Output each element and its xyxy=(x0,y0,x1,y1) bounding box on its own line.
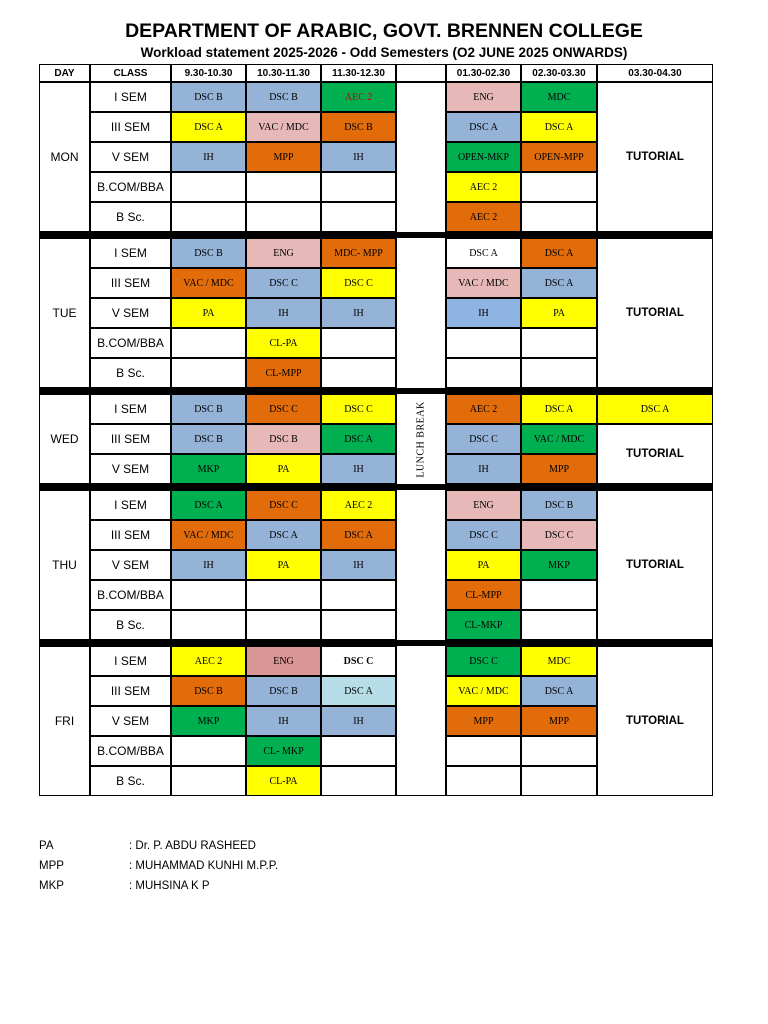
slot-cell: VAC / MDC xyxy=(521,424,597,454)
class-label: B.COM/BBA xyxy=(90,736,171,766)
page-subtitle: Workload statement 2025-2026 - Odd Semesters (O2 JUNE 2025 ONWARDS) xyxy=(140,45,628,60)
slot-cell: IH xyxy=(446,454,521,484)
slot-cell: DSC C xyxy=(246,490,321,520)
slot-cell xyxy=(446,766,521,796)
slot-cell: DSC B xyxy=(521,490,597,520)
slot-cell xyxy=(521,358,597,388)
slot-cell: DSC B xyxy=(321,112,396,142)
slot-cell: IH xyxy=(321,706,396,736)
slot-cell: ENG xyxy=(246,238,321,268)
slot-cell: DSC C xyxy=(446,520,521,550)
tutorial-cell: TUTORIAL xyxy=(597,646,713,796)
slot-cell xyxy=(521,766,597,796)
slot-cell: DSC A xyxy=(171,490,246,520)
slot-cell: OPEN-MPP xyxy=(521,142,597,172)
slot-cell: DSC C xyxy=(446,646,521,676)
day-label: MON xyxy=(39,82,90,232)
header-slot-3: 10.30-11.30 xyxy=(246,64,321,82)
slot-cell: AEC 2 xyxy=(321,82,396,112)
slot-cell: IH xyxy=(321,142,396,172)
tutorial-cell: TUTORIAL xyxy=(597,238,713,388)
legend-name: : MUHAMMAD KUNHI M.P.P. xyxy=(129,860,279,872)
slot-cell xyxy=(521,172,597,202)
slot-cell: DSC A xyxy=(521,112,597,142)
slot-cell: DSC B xyxy=(171,424,246,454)
day-label: FRI xyxy=(39,646,90,796)
slot-cell xyxy=(171,736,246,766)
slot-cell: DSC A xyxy=(321,676,396,706)
class-label: B Sc. xyxy=(90,358,171,388)
slot-cell: DSC A xyxy=(521,676,597,706)
header-class: CLASS xyxy=(90,64,171,82)
slot-cell xyxy=(446,736,521,766)
class-label: III SEM xyxy=(90,112,171,142)
slot-cell xyxy=(171,580,246,610)
slot-cell: DSC A xyxy=(446,238,521,268)
legend-abbr: PA xyxy=(39,840,54,852)
header-slot-2: 9.30-10.30 xyxy=(171,64,246,82)
slot-cell: IH xyxy=(246,706,321,736)
slot-cell: PA xyxy=(246,454,321,484)
slot-cell: ENG xyxy=(446,490,521,520)
class-label: B.COM/BBA xyxy=(90,172,171,202)
slot-cell xyxy=(521,202,597,232)
header-slot-5 xyxy=(396,64,446,82)
tutorial-cell: TUTORIAL xyxy=(597,424,713,484)
header-slot-8: 03.30-04.30 xyxy=(597,64,713,82)
slot-cell: MKP xyxy=(171,706,246,736)
slot-cell xyxy=(521,610,597,640)
lunch-break-label: LUNCH BREAK xyxy=(415,400,427,478)
slot-cell xyxy=(171,358,246,388)
legend-entry xyxy=(39,880,439,896)
slot-cell xyxy=(321,202,396,232)
class-label: V SEM xyxy=(90,706,171,736)
slot-cell xyxy=(246,172,321,202)
slot-cell: IH xyxy=(246,298,321,328)
slot-cell: PA xyxy=(446,550,521,580)
slot-cell: MDC xyxy=(521,82,597,112)
class-label: III SEM xyxy=(90,676,171,706)
legend-abbr: MKP xyxy=(39,880,64,892)
slot-cell: DSC B xyxy=(171,238,246,268)
lunch-break-column xyxy=(396,82,446,796)
slot-cell xyxy=(521,736,597,766)
slot-cell: ENG xyxy=(446,82,521,112)
slot-cell: PA xyxy=(521,298,597,328)
slot-cell: MPP xyxy=(246,142,321,172)
slot-cell: VAC / MDC xyxy=(171,520,246,550)
day-label: THU xyxy=(39,490,90,640)
legend-entry xyxy=(39,840,439,856)
class-label: III SEM xyxy=(90,520,171,550)
slot-cell: CL-MPP xyxy=(246,358,321,388)
slot-cell: DSC A xyxy=(171,112,246,142)
slot-cell: DSC A xyxy=(446,112,521,142)
slot-cell: DSC B xyxy=(171,394,246,424)
slot-cell: CL-MKP xyxy=(446,610,521,640)
slot-cell xyxy=(171,766,246,796)
slot-cell xyxy=(171,202,246,232)
class-label: B Sc. xyxy=(90,610,171,640)
legend-name: : Dr. P. ABDU RASHEED xyxy=(129,840,256,852)
slot-cell: DSC B xyxy=(171,82,246,112)
header-slot-6: 01.30-02.30 xyxy=(446,64,521,82)
slot-cell: DSC B xyxy=(246,676,321,706)
slot-cell: CL-PA xyxy=(246,766,321,796)
slot-cell: DSC A xyxy=(521,238,597,268)
class-label: III SEM xyxy=(90,268,171,298)
slot-cell: AEC 2 xyxy=(446,202,521,232)
class-label: V SEM xyxy=(90,454,171,484)
slot-cell: MDC- MPP xyxy=(321,238,396,268)
class-label: V SEM xyxy=(90,142,171,172)
slot-cell: MPP xyxy=(446,706,521,736)
slot-cell: IH xyxy=(171,142,246,172)
slot-cell: AEC 2 xyxy=(446,172,521,202)
slot-cell xyxy=(321,172,396,202)
slot-cell: DSC C xyxy=(321,268,396,298)
class-label: B.COM/BBA xyxy=(90,580,171,610)
slot-cell xyxy=(321,766,396,796)
slot-cell: DSC B xyxy=(171,676,246,706)
slot-cell: DSC C xyxy=(246,394,321,424)
slot-cell: CL-PA xyxy=(246,328,321,358)
slot-cell: AEC 2 xyxy=(171,646,246,676)
slot-cell: DSC C xyxy=(321,394,396,424)
slot-cell: DSC C xyxy=(246,268,321,298)
slot-cell: AEC 2 xyxy=(321,490,396,520)
slot-cell xyxy=(521,580,597,610)
day-label: TUE xyxy=(39,238,90,388)
slot-cell xyxy=(521,328,597,358)
header-day: DAY xyxy=(39,64,90,82)
tutorial-cell: TUTORIAL xyxy=(597,490,713,640)
class-label: III SEM xyxy=(90,424,171,454)
class-label: B Sc. xyxy=(90,766,171,796)
slot-cell: VAC / MDC xyxy=(246,112,321,142)
class-label: I SEM xyxy=(90,394,171,424)
slot-cell xyxy=(246,202,321,232)
slot-cell: DSC A xyxy=(246,520,321,550)
slot-cell: DSC C xyxy=(446,424,521,454)
slot-cell: IH xyxy=(171,550,246,580)
slot-cell: ENG xyxy=(246,646,321,676)
class-label: V SEM xyxy=(90,298,171,328)
slot-cell xyxy=(246,610,321,640)
slot-cell: IH xyxy=(321,454,396,484)
slot-cell xyxy=(321,328,396,358)
slot-cell xyxy=(321,610,396,640)
slot-cell: MPP xyxy=(521,454,597,484)
slot-cell: DSC A xyxy=(521,394,597,424)
slot-cell: VAC / MDC xyxy=(171,268,246,298)
legend-name: : MUHSINA K P xyxy=(129,880,210,892)
slot-cell xyxy=(321,358,396,388)
page-title: DEPARTMENT OF ARABIC, GOVT. BRENNEN COLLEGE xyxy=(125,20,643,42)
header-slot-7: 02.30-03.30 xyxy=(521,64,597,82)
slot-cell xyxy=(171,328,246,358)
class-label: B.COM/BBA xyxy=(90,328,171,358)
tutorial-cell: TUTORIAL xyxy=(597,82,713,232)
slot-cell: DSC B xyxy=(246,82,321,112)
slot-cell: PA xyxy=(171,298,246,328)
class-label: V SEM xyxy=(90,550,171,580)
slot-cell: PA xyxy=(246,550,321,580)
slot-cell: MKP xyxy=(521,550,597,580)
slot-cell: CL- MKP xyxy=(246,736,321,766)
slot-cell: AEC 2 xyxy=(446,394,521,424)
slot-cell xyxy=(246,580,321,610)
slot-cell: DSC A xyxy=(521,268,597,298)
class-label: I SEM xyxy=(90,238,171,268)
class-label: I SEM xyxy=(90,646,171,676)
slot-cell xyxy=(446,328,521,358)
slot-cell: VAC / MDC xyxy=(446,676,521,706)
header-slot-4: 11.30-12.30 xyxy=(321,64,396,82)
slot-cell: MDC xyxy=(521,646,597,676)
slot-cell: CL-MPP xyxy=(446,580,521,610)
slot-cell: DSC A xyxy=(321,424,396,454)
slot-cell: DSC C xyxy=(321,646,396,676)
slot-cell: MPP xyxy=(521,706,597,736)
class-label: I SEM xyxy=(90,490,171,520)
slot-cell: DSC A xyxy=(321,520,396,550)
slot-cell xyxy=(446,358,521,388)
slot-cell: MKP xyxy=(171,454,246,484)
legend-abbr: MPP xyxy=(39,860,64,872)
slot-cell: DSC C xyxy=(521,520,597,550)
slot-cell: DSC B xyxy=(246,424,321,454)
slot-cell xyxy=(321,580,396,610)
legend-entry xyxy=(39,860,439,876)
slot-cell: VAC / MDC xyxy=(446,268,521,298)
slot-cell xyxy=(171,610,246,640)
slot-cell xyxy=(321,736,396,766)
slot-cell: IH xyxy=(446,298,521,328)
class-label: B Sc. xyxy=(90,202,171,232)
slot-cell: IH xyxy=(321,298,396,328)
slot-cell: IH xyxy=(321,550,396,580)
day-label: WED xyxy=(39,394,90,484)
class-label: I SEM xyxy=(90,82,171,112)
slot-cell: OPEN-MKP xyxy=(446,142,521,172)
slot-cell: DSC A xyxy=(597,394,713,424)
slot-cell xyxy=(171,172,246,202)
